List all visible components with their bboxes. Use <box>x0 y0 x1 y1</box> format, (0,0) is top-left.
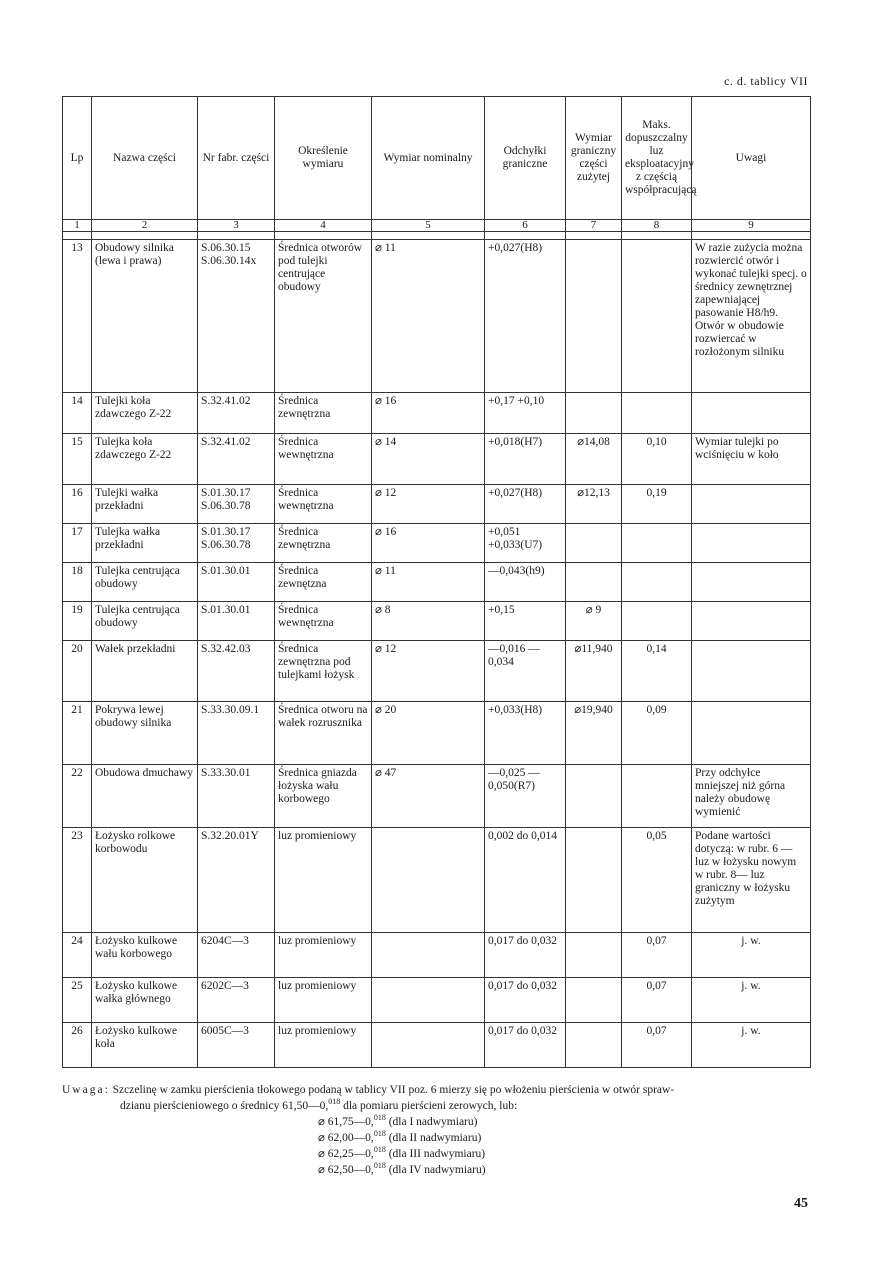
row-lp: 13 <box>63 240 92 393</box>
part-name: Tulejka koła zdawczego Z-22 <box>92 434 198 485</box>
nominal-size: ⌀ 47 <box>372 765 485 828</box>
column-number: 3 <box>198 220 275 232</box>
oversize-label: (dla I nadwymiaru) <box>385 1116 478 1128</box>
remarks: Wymiar tulejki po wciśnięciu w koło <box>692 434 811 485</box>
note-line-1 <box>62 1082 822 1098</box>
table-row <box>63 702 811 765</box>
remarks <box>692 641 811 702</box>
max-clearance: 0,14 <box>622 641 692 702</box>
deviation: —0,016 —0,034 <box>485 641 566 702</box>
oversize-tolerance: 018 <box>373 1129 386 1139</box>
nominal-size: ⌀ 12 <box>372 485 485 524</box>
part-number: 6005C—3 <box>198 1023 275 1068</box>
oversize-value: ⌀ 62,00—0, <box>318 1132 374 1144</box>
part-name: Łożysko kulkowe wału korbowego <box>92 933 198 978</box>
part-name: Wałek przekładni <box>92 641 198 702</box>
row-lp: 22 <box>63 765 92 828</box>
row-lp: 23 <box>63 828 92 933</box>
oversize-label: (dla IV nadwymiaru) <box>385 1164 486 1176</box>
dimension-spec: luz promieniowy <box>275 828 372 933</box>
remarks: j. w. <box>692 933 811 978</box>
oversize-list <box>318 1114 486 1178</box>
dimension-spec: Średnica wewnętrzna <box>275 485 372 524</box>
worn-limit <box>566 978 622 1023</box>
nominal-size: ⌀ 8 <box>372 602 485 641</box>
part-number: S.01.30.17 S.06.30.78 <box>198 524 275 563</box>
table-row <box>63 393 811 434</box>
max-clearance: 0,19 <box>622 485 692 524</box>
header-dimension-spec: Określenie wymiaru <box>275 97 372 220</box>
header-part-number: Nr fabr. części <box>198 97 275 220</box>
oversize-value: ⌀ 61,75—0, <box>318 1116 374 1128</box>
max-clearance <box>622 393 692 434</box>
dimension-spec: luz promieniowy <box>275 933 372 978</box>
nominal-size <box>372 978 485 1023</box>
worn-limit <box>566 393 622 434</box>
table-row <box>63 240 811 393</box>
nominal-size: ⌀ 14 <box>372 434 485 485</box>
max-clearance: 0,07 <box>622 1023 692 1068</box>
row-lp: 25 <box>63 978 92 1023</box>
header-worn-limit: Wymiar graniczny części zużytej <box>566 97 622 220</box>
table-row <box>63 563 811 602</box>
table-row <box>63 641 811 702</box>
worn-limit <box>566 828 622 933</box>
column-number: 7 <box>566 220 622 232</box>
row-lp: 14 <box>63 393 92 434</box>
oversize-value: ⌀ 62,50—0, <box>318 1164 374 1176</box>
part-number: S.32.41.02 <box>198 434 275 485</box>
max-clearance: 0,09 <box>622 702 692 765</box>
part-number: 6202C—3 <box>198 978 275 1023</box>
note-label: Uwaga: <box>62 1084 110 1096</box>
part-number: S.01.30.01 <box>198 602 275 641</box>
max-clearance <box>622 524 692 563</box>
part-name: Tulejka wałka przekładni <box>92 524 198 563</box>
remarks <box>692 602 811 641</box>
deviation: +0,15 <box>485 602 566 641</box>
column-number: 4 <box>275 220 372 232</box>
column-number: 1 <box>63 220 92 232</box>
part-name: Łożysko rolkowe korbowodu <box>92 828 198 933</box>
row-lp: 18 <box>63 563 92 602</box>
oversize-label: (dla II nadwymiaru) <box>385 1132 482 1144</box>
worn-limit: ⌀14,08 <box>566 434 622 485</box>
remarks <box>692 485 811 524</box>
dimension-spec: Średnica otworu na wałek rozrusznika <box>275 702 372 765</box>
table-row <box>63 524 811 563</box>
part-name: Tulejka centrująca obudowy <box>92 602 198 641</box>
nominal-size <box>372 933 485 978</box>
max-clearance: 0,10 <box>622 434 692 485</box>
max-clearance: 0,07 <box>622 978 692 1023</box>
worn-limit <box>566 933 622 978</box>
oversize-tolerance: 018 <box>373 1145 386 1155</box>
worn-limit: ⌀ 9 <box>566 602 622 641</box>
oversize-item <box>318 1114 486 1130</box>
nominal-size: ⌀ 11 <box>372 240 485 393</box>
nominal-size: ⌀ 12 <box>372 641 485 702</box>
max-clearance: 0,07 <box>622 933 692 978</box>
header-name: Nazwa części <box>92 97 198 220</box>
column-number: 2 <box>92 220 198 232</box>
max-clearance <box>622 602 692 641</box>
dimension-spec: Średnica zewnętzna <box>275 563 372 602</box>
oversize-item <box>318 1130 486 1146</box>
note-text-2: dzianu pierścieniowego o średnicy 61,50—0, <box>120 1100 329 1112</box>
table-body <box>63 240 811 1068</box>
worn-limit <box>566 563 622 602</box>
table-row <box>63 1023 811 1068</box>
note-line-2 <box>62 1098 822 1114</box>
worn-limit <box>566 1023 622 1068</box>
deviation: +0,027(H8) <box>485 240 566 393</box>
dimension-spec: Średnica wewnętrzna <box>275 602 372 641</box>
worn-limit <box>566 765 622 828</box>
deviation: 0,017 do 0,032 <box>485 1023 566 1068</box>
nominal-size: ⌀ 20 <box>372 702 485 765</box>
deviation: 0,017 do 0,032 <box>485 978 566 1023</box>
oversize-label: (dla III nadwymiaru) <box>385 1148 486 1160</box>
parts-tolerance-table <box>62 96 811 1068</box>
table-row <box>63 765 811 828</box>
note-text-2b: dla pomiaru pierścieni zerowych, lub: <box>340 1100 518 1112</box>
deviation: +0,033(H8) <box>485 702 566 765</box>
deviation: +0,018(H7) <box>485 434 566 485</box>
row-lp: 17 <box>63 524 92 563</box>
table-row <box>63 485 811 524</box>
note-block <box>62 1082 822 1114</box>
part-name: Obudowa dmuchawy <box>92 765 198 828</box>
part-name: Łożysko kulkowe koła <box>92 1023 198 1068</box>
deviation: +0,027(H8) <box>485 485 566 524</box>
part-name: Obudowy silnika (lewa i prawa) <box>92 240 198 393</box>
deviation: —0,025 —0,050(R7) <box>485 765 566 828</box>
deviation: —0,043(h9) <box>485 563 566 602</box>
remarks: Podane wartości dotyczą: w rubr. 6 — luz w łożysku nowym w rubr. 8— luz graniczny w łożysku zużytym <box>692 828 811 933</box>
dimension-spec: Średnica zewnętrzna <box>275 393 372 434</box>
note-text-1: Szczelinę w zamku pierścienia tłokowego podaną w tablicy VII poz. 6 mierzy się po włożeniu pierścienia w otwór spraw- <box>112 1084 675 1096</box>
row-lp: 20 <box>63 641 92 702</box>
row-lp: 15 <box>63 434 92 485</box>
header-max-clearance: Maks. dopuszczalny luz eksploatacyjny z częścią współpracującą <box>622 97 692 220</box>
deviation: 0,017 do 0,032 <box>485 933 566 978</box>
nominal-size: ⌀ 16 <box>372 524 485 563</box>
remarks <box>692 393 811 434</box>
column-number-row <box>63 220 811 232</box>
remarks: j. w. <box>692 978 811 1023</box>
part-name: Tulejki wałka przekładni <box>92 485 198 524</box>
table-row <box>63 434 811 485</box>
oversize-tolerance: 018 <box>373 1113 386 1123</box>
remarks <box>692 524 811 563</box>
remarks <box>692 563 811 602</box>
part-number: S.32.41.02 <box>198 393 275 434</box>
oversize-item <box>318 1162 486 1178</box>
max-clearance: 0,05 <box>622 828 692 933</box>
dimension-spec: luz promieniowy <box>275 1023 372 1068</box>
part-name: Tulejka centrująca obudowy <box>92 563 198 602</box>
part-number: 6204C—3 <box>198 933 275 978</box>
table-row <box>63 828 811 933</box>
oversize-tolerance: 018 <box>373 1161 386 1171</box>
part-name: Pokrywa lewej obudowy silnika <box>92 702 198 765</box>
dimension-spec: Średnica gniazda łożyska wału korbowego <box>275 765 372 828</box>
part-number: S.32.42.03 <box>198 641 275 702</box>
header-row <box>63 97 811 220</box>
row-lp: 26 <box>63 1023 92 1068</box>
column-number: 5 <box>372 220 485 232</box>
dimension-spec: Średnica zewnętrzna pod tulejkami łożysk <box>275 641 372 702</box>
dimension-spec: luz promieniowy <box>275 978 372 1023</box>
deviation: 0,002 do 0,014 <box>485 828 566 933</box>
max-clearance <box>622 240 692 393</box>
deviation: +0,051 +0,033(U7) <box>485 524 566 563</box>
part-number: S.06.30.15 S.06.30.14x <box>198 240 275 393</box>
part-number: S.01.30.01 <box>198 563 275 602</box>
table-row <box>63 602 811 641</box>
table-row <box>63 978 811 1023</box>
header-deviations: Odchyłki graniczne <box>485 97 566 220</box>
column-number: 8 <box>622 220 692 232</box>
part-number: S.33.30.09.1 <box>198 702 275 765</box>
nominal-size: ⌀ 16 <box>372 393 485 434</box>
remarks <box>692 702 811 765</box>
column-number: 6 <box>485 220 566 232</box>
dimension-spec: Średnica wewnętrzna <box>275 434 372 485</box>
part-number: S.33.30.01 <box>198 765 275 828</box>
table-continuation-label: c. d. tablicy VII <box>724 74 808 88</box>
part-name: Tulejki koła zdawczego Z-22 <box>92 393 198 434</box>
column-number: 9 <box>692 220 811 232</box>
spacer-row <box>63 232 811 240</box>
table-row <box>63 933 811 978</box>
nominal-size <box>372 1023 485 1068</box>
part-name: Łożysko kulkowe wałka głównego <box>92 978 198 1023</box>
worn-limit: ⌀19,940 <box>566 702 622 765</box>
deviation: +0,17 +0,10 <box>485 393 566 434</box>
worn-limit: ⌀12,13 <box>566 485 622 524</box>
worn-limit: ⌀11,940 <box>566 641 622 702</box>
remarks: j. w. <box>692 1023 811 1068</box>
oversize-value: ⌀ 62,25—0, <box>318 1148 374 1160</box>
row-lp: 19 <box>63 602 92 641</box>
header-nominal: Wymiar nominalny <box>372 97 485 220</box>
part-number: S.32.20.01Y <box>198 828 275 933</box>
worn-limit <box>566 524 622 563</box>
remarks: Przy odchyłce mniejszej niż górna należy obudowę wymienić <box>692 765 811 828</box>
max-clearance <box>622 563 692 602</box>
row-lp: 21 <box>63 702 92 765</box>
row-lp: 16 <box>63 485 92 524</box>
dimension-spec: Średnica zewnętrzna <box>275 524 372 563</box>
nominal-size: ⌀ 11 <box>372 563 485 602</box>
dimension-spec: Średnica otworów pod tulejki centrujące obudowy <box>275 240 372 393</box>
worn-limit <box>566 240 622 393</box>
max-clearance <box>622 765 692 828</box>
header-remarks: Uwagi <box>692 97 811 220</box>
row-lp: 24 <box>63 933 92 978</box>
nominal-size <box>372 828 485 933</box>
page-number: 45 <box>794 1196 808 1211</box>
part-number: S.01.30.17 S.06.30.78 <box>198 485 275 524</box>
remarks: W razie zużycia można rozwiercić otwór i wykonać tulejki specj. o średnicy zewnętrznej zapewniającej pasowanie H8/h9. Otwór w obudowie rozwiercać w rozłożonym silniku <box>692 240 811 393</box>
oversize-item <box>318 1146 486 1162</box>
header-lp: Lp <box>63 97 92 220</box>
note-sup: 018 <box>328 1097 341 1107</box>
